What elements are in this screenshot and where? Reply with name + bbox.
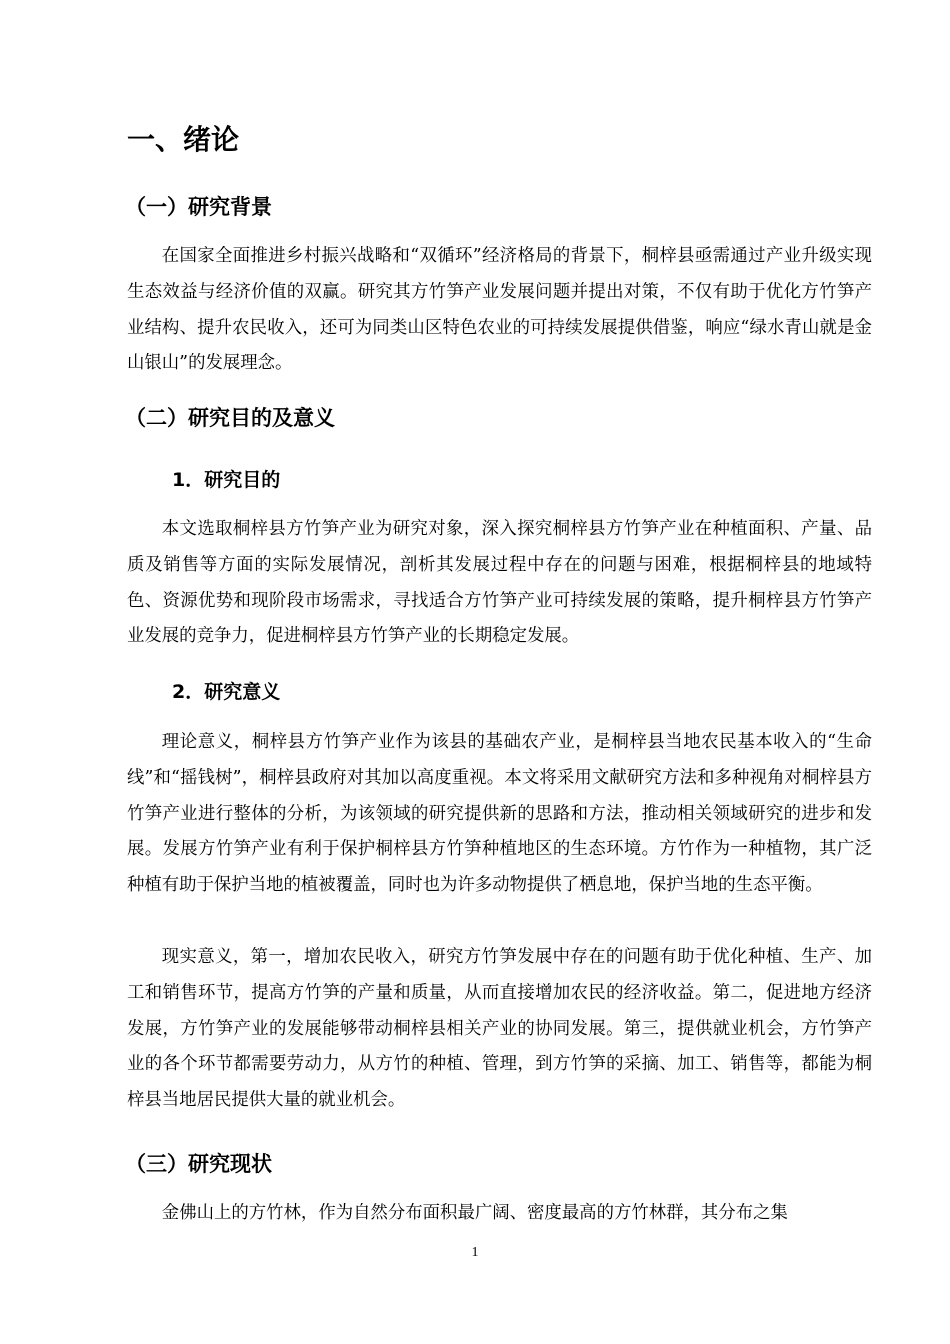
paragraph-significance-theory: 理论意义，桐梓县方竹笋产业作为该县的基础农产业，是桐梓县当地农民基本收入的“生命线”和“摇钱树”，桐梓县政府对其加以高度重视。本文将采用文献研究方法和多种视角对桐梓县方竹笋产业进行整体的分析，为该领域的研究提供新的思路和方法，推动相关领域研究的进步和发展。发展方竹笋产业有利于保护桐梓县方竹笋种植地区的生态环境。方竹作为一种植物，其广泛种植有助于保护当地的植被覆盖，同时也为许多动物提供了栖息地，保护当地的生态平衡。 [127, 732, 872, 896]
paragraph-background: 在国家全面推进乡村振兴战略和“双循环”经济格局的背景下，桐梓县亟需通过产业升级实现生态效益与经济价值的双赢。研究其方竹笋产业发展问题并提出对策，不仅有助于优化方竹笋产业结构、提升农民收入，还可为同类山区特色农业的可持续发展提供借鉴，响应“绿水青山就是金山银山”的发展理念。 [127, 246, 872, 374]
subsection-heading-significance: 2．研究意义 [172, 681, 281, 703]
chapter-title: 一、绪论 [127, 123, 240, 156]
paragraph-significance-practice: 现实意义，第一，增加农民收入，研究方竹笋发展中存在的问题有助于优化种植、生产、加工和销售环节，提高方竹笋的产量和质量，从而直接增加农民的经济收益。第二，促进地方经济发展，方竹笋产业的发展能够带动桐梓县相关产业的协同发展。第三，提供就业机会，方竹笋产业的各个环节都需要劳动力，从方竹的种植、管理，到方竹笋的采摘、加工、销售等，都能为桐梓县当地居民提供大量的就业机会。 [127, 947, 872, 1111]
paragraph-status: 金佛山上的方竹林，作为自然分布面积最广阔、密度最高的方竹林群，其分布之集 [161, 1203, 788, 1223]
page-number: 1 [471, 1245, 479, 1260]
paragraph-purpose: 本文选取桐梓县方竹笋产业为研究对象，深入探究桐梓县方竹笋产业在种植面积、产量、品质及销售等方面的实际发展情况，剖析其发展过程中存在的问题与困难，根据桐梓县的地域特色、资源优势和现阶段市场需求，寻找适合方竹笋产业可持续发展的策略，提升桐梓县方竹笋产业发展的竞争力，促进桐梓县方竹笋产业的长期稳定发展。 [127, 519, 872, 647]
subsection-heading-purpose: 1．研究目的 [172, 469, 281, 491]
section-heading-purpose: （二）研究目的及意义 [125, 406, 335, 430]
section-heading-background: （一）研究背景 [125, 195, 272, 219]
section-heading-status: （三）研究现状 [125, 1152, 272, 1176]
